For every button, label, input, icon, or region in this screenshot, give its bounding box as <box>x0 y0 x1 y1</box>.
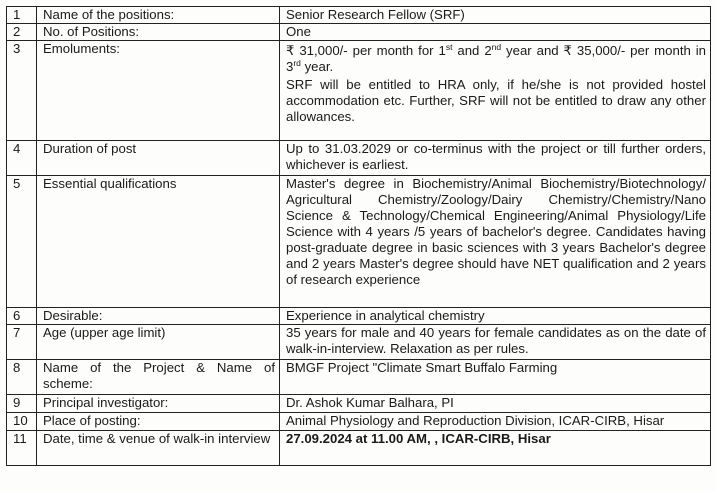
table-row <box>7 24 711 41</box>
table-row <box>7 395 711 413</box>
table-row <box>7 41 711 141</box>
row-label: Name of the positions: <box>37 7 280 24</box>
row-number: 8 <box>7 360 37 395</box>
row-label: Emoluments: <box>37 41 280 141</box>
row-value <box>280 41 711 141</box>
row-number: 7 <box>7 325 37 360</box>
emoluments-hra-text: SRF will be entitled to HRA only, if he/she is not provided hostel accommodation etc. Further, SRF will not be entitled to draw any other allowances. <box>286 77 706 124</box>
row-value: BMGF Project "Climate Smart Buffalo Farming <box>280 360 711 395</box>
row-value: 35 years for male and 40 years for female candidates as on the date of walk-in-interview. Relaxation as per rules. <box>280 325 711 360</box>
row-value: Senior Research Fellow (SRF) <box>280 7 711 24</box>
position-details-table <box>6 6 711 466</box>
table-row <box>7 7 711 24</box>
row-number: 10 <box>7 413 37 431</box>
row-number: 6 <box>7 308 37 325</box>
row-number: 9 <box>7 395 37 413</box>
emoluments-pay-text: ₹ 31,000/- per month for 1st and 2nd year and ₹ 35,000/- per month in 3rd year. <box>286 42 706 74</box>
table-row <box>7 176 711 308</box>
row-number: 5 <box>7 176 37 308</box>
row-label: Desirable: <box>37 308 280 325</box>
table-row <box>7 308 711 325</box>
table-row <box>7 431 711 466</box>
row-value: Dr. Ashok Kumar Balhara, PI <box>280 395 711 413</box>
row-label: Essential qualifications <box>37 176 280 308</box>
row-number: 4 <box>7 141 37 176</box>
row-label: Age (upper age limit) <box>37 325 280 360</box>
row-label: Place of posting: <box>37 413 280 431</box>
row-value: Master's degree in Biochemistry/Animal Biochemistry/Biotechnology/ Agricultural Chemistry/Zoology/Dairy Chemistry/Chemistry/Nano Science & Technology/Chemical Engineering/Animal Physiology/Life Science with 4 years /5 years of bachelor's degree. Candidates having post-graduate degree in basic sciences with 3 years Bachelor's degree and 2 years Master's degree should have NET qualification and 2 years of research experience <box>280 176 711 308</box>
row-label: Date, time & venue of walk-in interview <box>37 431 280 466</box>
row-label: Duration of post <box>37 141 280 176</box>
row-label: Principal investigator: <box>37 395 280 413</box>
row-label: No. of Positions: <box>37 24 280 41</box>
row-value: One <box>280 24 711 41</box>
row-value: Animal Physiology and Reproduction Division, ICAR-CIRB, Hisar <box>280 413 711 431</box>
row-value: Experience in analytical chemistry <box>280 308 711 325</box>
table-row <box>7 413 711 431</box>
row-number: 3 <box>7 41 37 141</box>
table-row <box>7 325 711 360</box>
table-row <box>7 360 711 395</box>
row-value: 27.09.2024 at 11.00 AM, , ICAR-CIRB, Hisar <box>280 431 711 466</box>
row-number: 2 <box>7 24 37 41</box>
row-number: 1 <box>7 7 37 24</box>
row-value: Up to 31.03.2029 or co-terminus with the project or till further orders, whichever is earliest. <box>280 141 711 176</box>
table-row <box>7 141 711 176</box>
row-label: Name of the Project & Name of scheme: <box>37 360 280 395</box>
row-number: 11 <box>7 431 37 466</box>
